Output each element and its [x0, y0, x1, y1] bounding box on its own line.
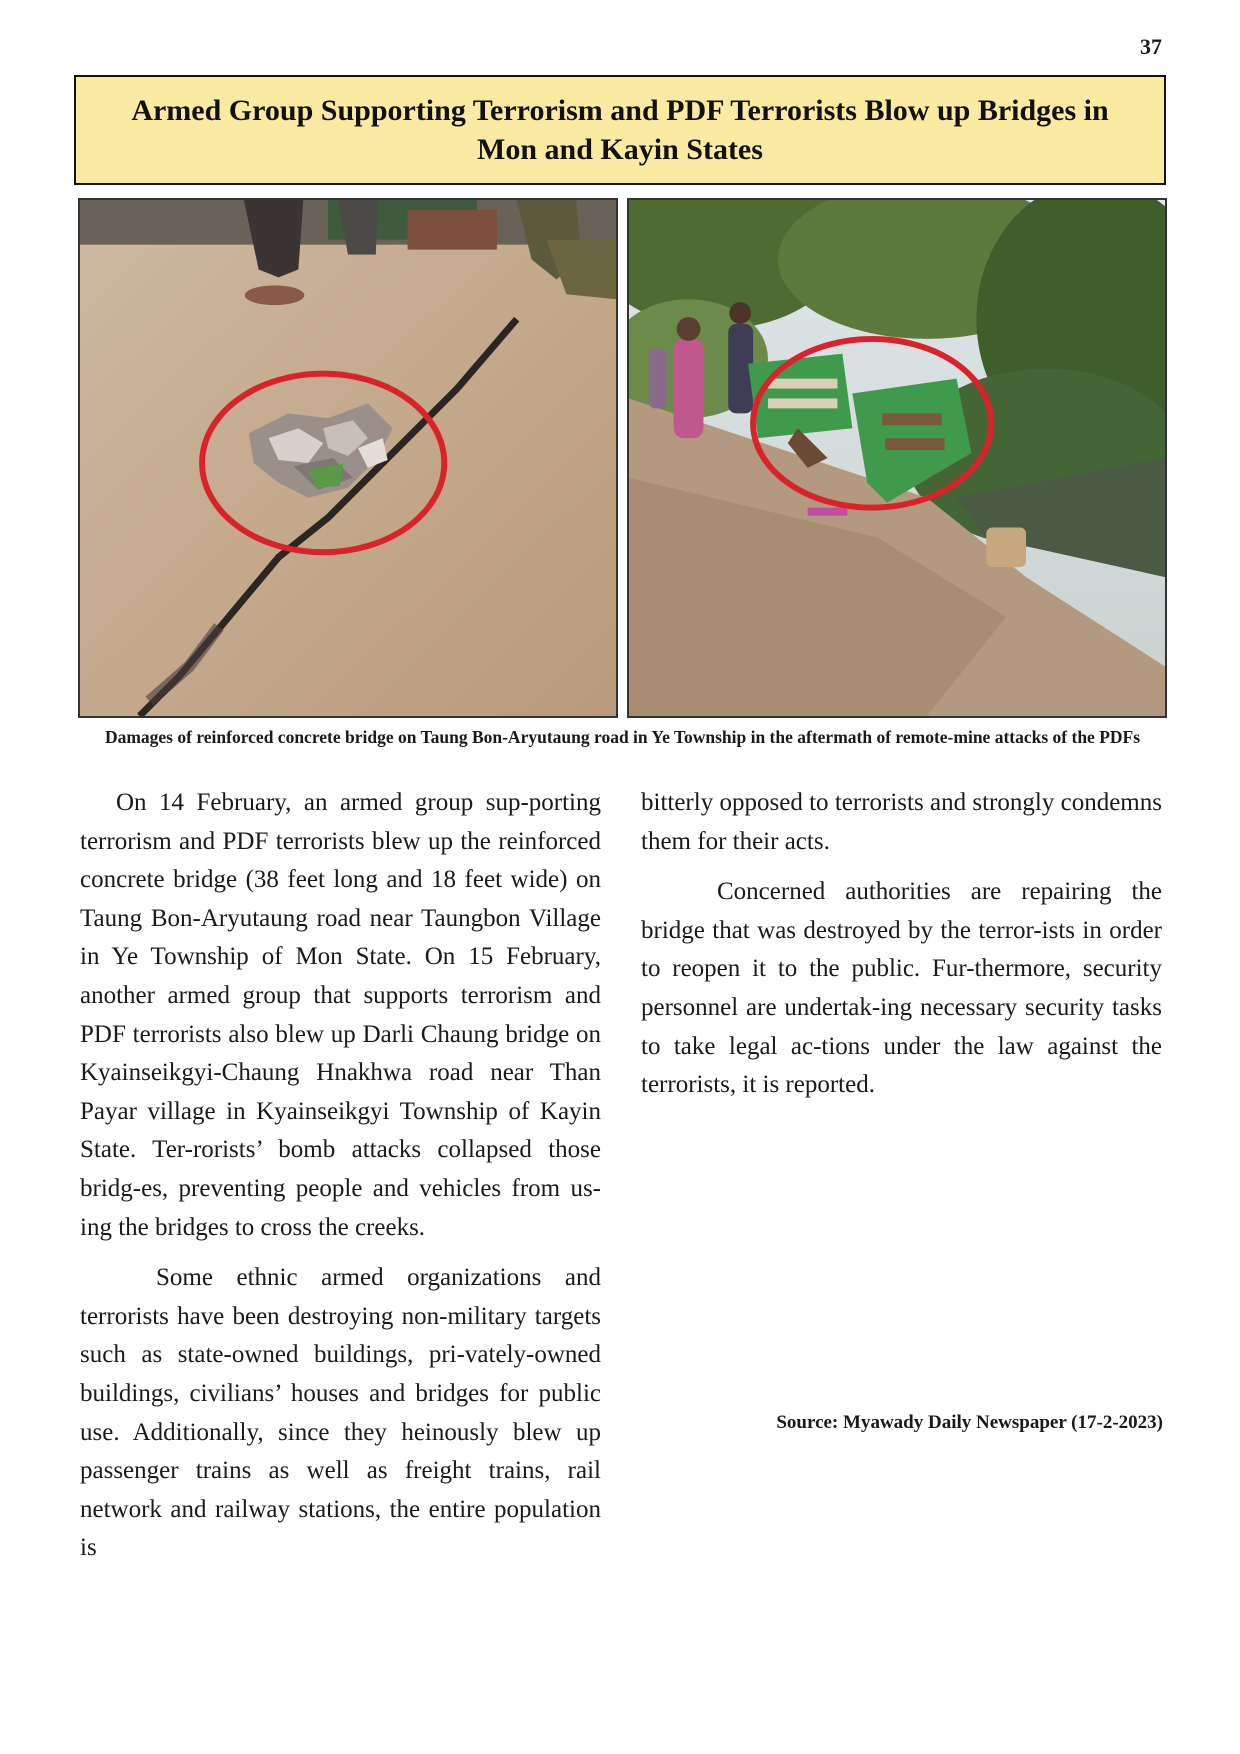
- article-right-column: [641, 784, 1162, 1117]
- source-credit: Source: Myawady Daily Newspaper (17-2-2023): [776, 1412, 1163, 1433]
- damaged-road-photo: [78, 198, 618, 718]
- article-paragraph: Some ethnic armed organizations and terrorists have been destroying non-military targets such as state-owned buildings, pri-vately-owned buildings, civilians’ houses and bridges for public use. Additionally, since they heinously blew up passenger trains as well as freight trains, rail network and railway stations, the entire population is: [80, 1264, 601, 1562]
- article-paragraph: Concerned authorities are repairing the bridge that was destroyed by the terror-ists in order to reopen it to the public. Fur-thermore, security personnel are undertak-ing necessary security tasks to take legal ac-tions under the law against the terrorists, it is reported.: [641, 878, 1162, 1099]
- headline-box: [74, 75, 1166, 185]
- article-left-column: [80, 784, 601, 1580]
- broken-bridge-image: [629, 200, 1165, 716]
- article-paragraph: On 14 February, an armed group sup-porting terrorism and PDF terrorists blew up the reinforced concrete bridge (38 feet long and 18 feet wide) on Taung Bon-Aryutaung road near Taungbon Village in Ye Township of Mon State. On 15 February, another armed group that supports terrorism and PDF terrorists also blew up Darli Chaung bridge on Kyainseikgyi-Chaung Hnakhwa road near Than Payar village in Kyainseikgyi Township of Kayin State. Ter-rorists’ bomb attacks collapsed those bridg-es, preventing people and vehicles from us-ing the bridges to cross the creeks.: [80, 789, 601, 1241]
- headline: Armed Group Supporting Terrorism and PDF Terrorists Blow up Bridges in Mon and Kayin States: [131, 94, 1109, 166]
- article-paragraph: bitterly opposed to terrorists and strongly condemns them for their acts.: [641, 789, 1162, 855]
- broken-bridge-railing-photo: [627, 198, 1167, 718]
- photo-caption: Damages of reinforced concrete bridge on Taung Bon-Aryutaung road in Ye Township in the aftermath of remote-mine attacks of the PDFs: [104, 727, 1141, 747]
- page-number: 37: [1140, 34, 1162, 59]
- damaged-road-image: [80, 200, 616, 716]
